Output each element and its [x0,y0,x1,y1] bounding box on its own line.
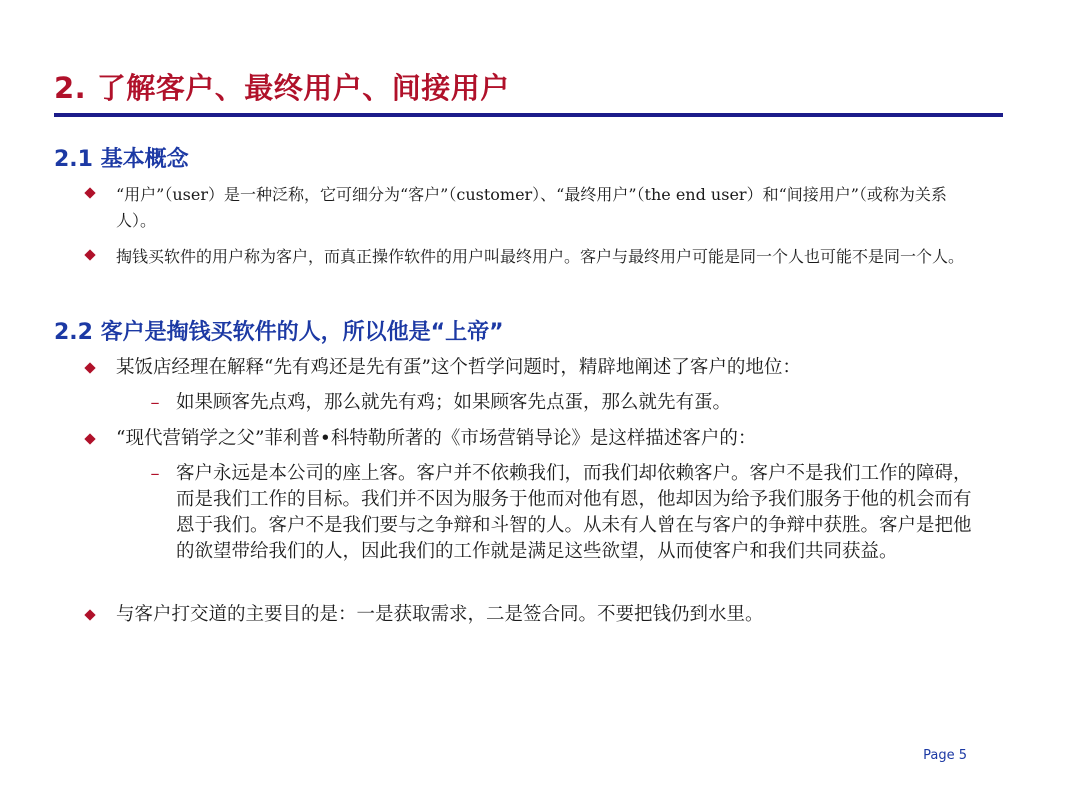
bullet-text: 与客户打交道的主要目的是：一是获取需求，二是签合同。不要把钱仍到水里。 [116,604,764,625]
bullet-item [86,182,966,234]
sub-bullet-text: 客户永远是本公司的座上客。客户并不依赖我们，而我们却依赖客户。客户不是我们工作的障碍，而是我们工作的目标。我们并不因为服务于他而对他有恩，他却因为给予我们服务于他的机会而有恩于我们。客户不是我们要与之争辩和斗智的人。从未有人曾在与客户的争辩中获胜。客户是把他的欲望带给我们的人，因此我们的工作就是满足这些欲望，从而使客户和我们共同获益。 [176,463,972,562]
page-number: Page 5 [923,748,967,763]
bullet-item [86,426,986,452]
bullet-item [86,602,986,628]
diamond-bullet-icon [84,609,95,620]
dash-bullet-icon: – [150,463,160,484]
bullet-item [86,244,966,270]
dash-bullet-icon: – [150,392,160,413]
title-divider [54,113,1003,117]
section-heading-customer-is-god: 2.2 客户是掏钱买软件的人，所以他是“上帝” [54,320,504,345]
diamond-bullet-icon [84,362,95,373]
sub-bullet-item [148,461,976,565]
bullet-text: 某饭店经理在解释“先有鸡还是先有蛋”这个哲学问题时，精辟地阐述了客户的地位： [116,357,801,378]
bullet-text: 掏钱买软件的用户称为客户，而真正操作软件的用户叫最终用户。客户与最终用户可能是同一个人也可能不是同一个人。 [116,247,965,266]
bullet-item [86,355,986,381]
bullet-text: “用户”（user）是一种泛称，它可细分为“客户”（customer）、“最终用户”（the end user）和“间接用户”（或称为关系人）。 [116,185,947,230]
sub-bullet-item [148,390,731,416]
bullet-text: “现代营销学之父”菲利普•科特勒所著的《市场营销导论》是这样描述客户的： [116,428,757,449]
slide-title: 2. 了解客户、最终用户、间接用户 [54,71,510,105]
section-heading-basic-concepts: 2.1 基本概念 [54,147,189,172]
sub-bullet-text: 如果顾客先点鸡，那么就先有鸡；如果顾客先点蛋，那么就先有蛋。 [176,392,732,413]
diamond-bullet-icon [84,187,95,198]
diamond-bullet-icon [84,249,95,260]
diamond-bullet-icon [84,433,95,444]
